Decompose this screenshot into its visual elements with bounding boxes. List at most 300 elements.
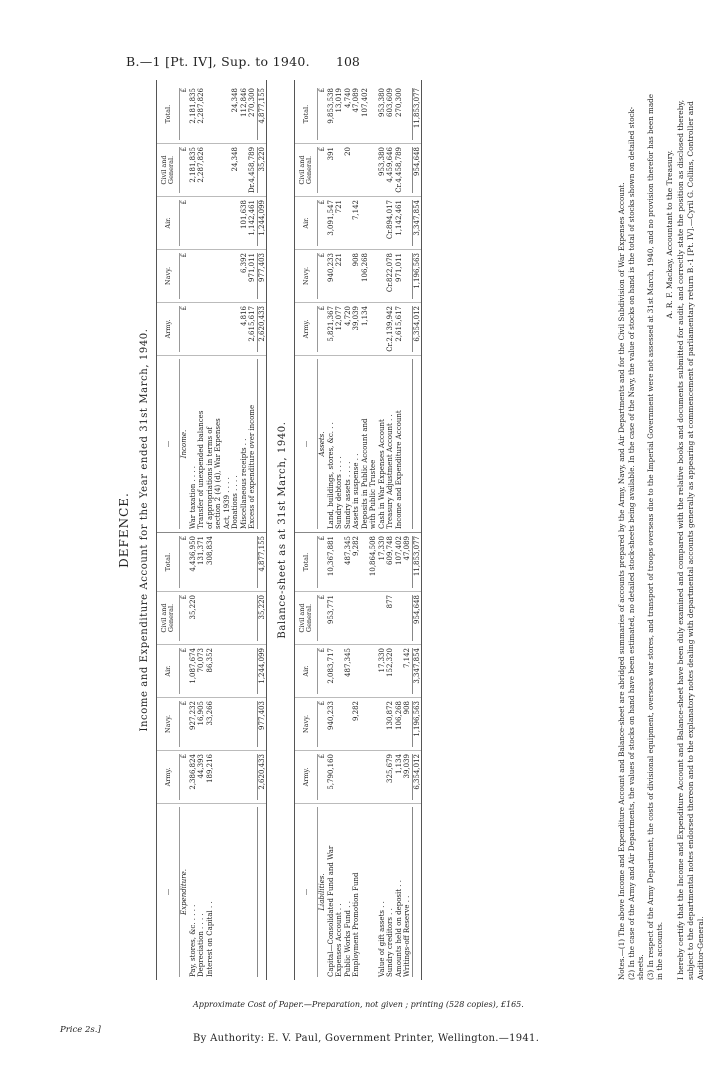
cell: 391 bbox=[326, 147, 335, 161]
cell bbox=[240, 754, 249, 800]
row-label: Depreciation . . . . bbox=[197, 913, 205, 977]
column-header: Total. bbox=[157, 88, 180, 140]
cell: 86,352 bbox=[205, 648, 214, 673]
rotated-content bbox=[117, 80, 705, 980]
cell bbox=[403, 200, 412, 246]
cell bbox=[335, 595, 344, 641]
column-header: Navy. bbox=[157, 253, 180, 299]
cell: 4,459,646 bbox=[386, 147, 394, 183]
cell bbox=[248, 701, 257, 747]
cell: 4,436,950 bbox=[188, 536, 197, 572]
cell: 1,134 bbox=[394, 754, 403, 775]
cell bbox=[223, 595, 232, 641]
total-label bbox=[257, 807, 267, 977]
cell: 953,380 bbox=[377, 147, 386, 176]
cell: 35,220 bbox=[188, 595, 197, 620]
cell: £ bbox=[318, 701, 326, 706]
cell: 10,864,508 bbox=[369, 536, 377, 577]
cell: 908 bbox=[352, 253, 360, 267]
cell bbox=[214, 701, 223, 747]
cell bbox=[197, 595, 206, 641]
cell bbox=[223, 200, 232, 246]
cell bbox=[369, 253, 378, 299]
cell bbox=[214, 648, 223, 694]
cell: £ bbox=[180, 253, 188, 258]
cell: 1,142,461 bbox=[394, 200, 403, 236]
cell: 1,142,461 bbox=[248, 200, 256, 236]
column-header: Air. bbox=[157, 648, 180, 694]
cell: £ bbox=[180, 754, 188, 759]
cell: 39,039 bbox=[352, 306, 360, 331]
cell bbox=[344, 754, 353, 800]
left-side bbox=[157, 532, 266, 980]
column-header: Civil and General. bbox=[295, 147, 318, 193]
total-cell: 3,347,854 bbox=[412, 200, 422, 246]
cell: Cr.2,139,942 bbox=[386, 306, 394, 352]
cell: 13,019 bbox=[335, 88, 343, 113]
cell: 940,233 bbox=[326, 701, 335, 730]
column-header: Army. bbox=[295, 754, 318, 800]
column-header: Air. bbox=[295, 200, 318, 246]
total-cell: 2,620,433 bbox=[257, 754, 267, 800]
label-column bbox=[157, 803, 266, 980]
cell: 20 bbox=[343, 147, 352, 156]
total-cell: 35,220 bbox=[257, 595, 267, 641]
total-cell: 954,648 bbox=[412, 147, 422, 193]
cell bbox=[214, 595, 223, 641]
total-cell: 954,648 bbox=[412, 595, 422, 641]
cell bbox=[361, 701, 370, 747]
cell: Dr.4,458,789 bbox=[248, 146, 256, 193]
col-navy bbox=[295, 697, 421, 750]
cell: 9,282 bbox=[352, 701, 360, 722]
cell bbox=[189, 200, 198, 246]
cell bbox=[248, 648, 257, 694]
row-label: Cash in War Expenses Account bbox=[377, 419, 386, 529]
cell bbox=[352, 595, 361, 641]
total-cell: 6,354,012 bbox=[412, 754, 422, 800]
col-civil-and-general bbox=[295, 143, 421, 196]
label-header: — bbox=[295, 359, 318, 529]
cell bbox=[240, 595, 249, 641]
row-label: Transfer of unexpended balances bbox=[197, 410, 205, 529]
cell: 4,720 bbox=[343, 306, 352, 327]
cell bbox=[378, 701, 387, 747]
defence-heading: DEFENCE. bbox=[117, 492, 131, 568]
cell: Cr.822,078 bbox=[386, 253, 394, 293]
cell: 7,142 bbox=[352, 200, 360, 221]
cell: 877 bbox=[386, 595, 394, 609]
label-header: — bbox=[295, 807, 318, 977]
cell: 130,872 bbox=[386, 701, 394, 730]
row-label bbox=[223, 807, 232, 977]
cell: £ bbox=[318, 648, 326, 653]
cell bbox=[403, 253, 412, 299]
total-cell: 1,244,099 bbox=[257, 200, 267, 246]
cell: 487,345 bbox=[343, 536, 352, 565]
row-label: Income and Expenditure Account bbox=[394, 410, 403, 529]
row-label: Expenses Account . . bbox=[335, 903, 343, 977]
row-label: Assets in suspense . . bbox=[352, 453, 360, 529]
col-army bbox=[295, 302, 421, 355]
cell: 106,268 bbox=[360, 253, 369, 282]
row-label: Pay, stores, &c. . . . . bbox=[188, 904, 197, 977]
cell: 2,287,826 bbox=[197, 88, 205, 124]
cell: 107,402 bbox=[360, 88, 369, 117]
cell: 2,386,824 bbox=[188, 754, 197, 790]
column-header: Civil and General. bbox=[157, 147, 180, 193]
cell bbox=[189, 253, 198, 299]
cell: 9,853,538 bbox=[326, 88, 335, 124]
cell bbox=[206, 253, 215, 299]
cell: 2,287,826 bbox=[197, 147, 205, 183]
cell: 221 bbox=[335, 253, 343, 267]
row-label bbox=[240, 807, 249, 977]
cell bbox=[344, 200, 353, 246]
cell bbox=[206, 595, 215, 641]
cell: 107,402 bbox=[394, 536, 403, 565]
cell bbox=[189, 306, 198, 352]
col-air bbox=[157, 196, 266, 249]
running-header: B.—1 [Pt. IV], Sup. to 1940. bbox=[126, 54, 310, 69]
total-cell: 977,403 bbox=[257, 253, 267, 299]
cell: 9,282 bbox=[352, 536, 360, 557]
cell: 940,233 bbox=[326, 253, 335, 282]
cell: 971,011 bbox=[394, 253, 403, 282]
cell bbox=[378, 595, 387, 641]
section-label: Income. bbox=[180, 429, 188, 459]
cell bbox=[352, 648, 361, 694]
cell bbox=[352, 754, 361, 800]
cell bbox=[378, 754, 387, 800]
cell bbox=[378, 253, 387, 299]
cell: £ bbox=[180, 200, 188, 205]
column-header: Army. bbox=[157, 754, 180, 800]
row-label: Capital—Consolidated Fund and War bbox=[326, 845, 335, 977]
column-header: Army. bbox=[295, 306, 318, 352]
total-cell: 977,403 bbox=[257, 701, 267, 747]
total-cell: 2,620,433 bbox=[257, 306, 267, 352]
page-number: 108 bbox=[336, 54, 360, 69]
total-label bbox=[412, 359, 422, 529]
cell bbox=[206, 306, 215, 352]
col-civil-and-general bbox=[295, 591, 421, 644]
cell: 2,181,835 bbox=[188, 88, 197, 124]
cell bbox=[361, 595, 370, 641]
cell: 721 bbox=[335, 200, 343, 214]
label-column bbox=[295, 355, 421, 532]
cell bbox=[223, 147, 232, 193]
cell bbox=[248, 754, 257, 800]
cell bbox=[206, 88, 215, 140]
cell bbox=[369, 701, 378, 747]
cell bbox=[352, 147, 361, 193]
row-label bbox=[231, 807, 240, 977]
cell bbox=[214, 253, 223, 299]
price: Price 2s.] bbox=[60, 1025, 101, 1035]
row-label bbox=[248, 807, 257, 977]
cell bbox=[214, 200, 223, 246]
cell: £ bbox=[318, 754, 326, 759]
column-header: Civil and General. bbox=[295, 595, 318, 641]
income-expenditure-title: Income and Expenditure Account for the Year ended 31st March, 1940. bbox=[139, 328, 150, 732]
col-total bbox=[157, 533, 266, 591]
cell: 3,091,547 bbox=[326, 200, 335, 236]
cell bbox=[240, 701, 249, 747]
row-label: Land, buildings, stores, &c. . . bbox=[326, 422, 335, 529]
cell bbox=[378, 200, 387, 246]
total-label bbox=[412, 807, 422, 977]
cell: 189,216 bbox=[205, 754, 214, 783]
cell bbox=[231, 595, 240, 641]
cell: 33,266 bbox=[205, 701, 214, 726]
cell: 2,181,835 bbox=[188, 147, 197, 183]
col-army bbox=[157, 750, 266, 803]
row-label: Value of gift assets . . bbox=[377, 901, 386, 977]
cell bbox=[361, 754, 370, 800]
cell: 953,380 bbox=[377, 88, 386, 117]
cell bbox=[197, 253, 206, 299]
cell: £ bbox=[318, 200, 326, 205]
cell: Cr.4,458,789 bbox=[394, 147, 403, 193]
cell bbox=[335, 147, 344, 193]
total-cell: 4,877,155 bbox=[257, 88, 267, 140]
cell bbox=[248, 595, 257, 641]
cell bbox=[344, 595, 353, 641]
cell bbox=[403, 88, 412, 140]
cell bbox=[369, 306, 378, 352]
row-label: with Public Trustee bbox=[369, 459, 377, 529]
cell bbox=[223, 253, 232, 299]
cell bbox=[214, 536, 223, 588]
right-side bbox=[295, 85, 421, 532]
income-expenditure-table bbox=[156, 80, 267, 980]
col-army bbox=[157, 302, 266, 355]
row-label: Sundry creditors . . bbox=[386, 908, 394, 977]
cost-of-paper: Approximate Cost of Paper.—Preparation, not given ; printing (528 copies), £165. bbox=[193, 1000, 524, 1009]
cell: £ bbox=[318, 536, 326, 541]
row-label: Miscellaneous receipts . . bbox=[239, 438, 248, 529]
cell: 5,790,160 bbox=[326, 754, 335, 790]
col-navy bbox=[295, 249, 421, 302]
total-cell: 6,354,012 bbox=[412, 306, 422, 352]
cell: 47,089 bbox=[403, 536, 411, 561]
cell: £ bbox=[318, 306, 326, 311]
row-label: Employment Promotion Fund bbox=[352, 872, 360, 977]
cell: 12,077 bbox=[335, 306, 343, 331]
cell bbox=[206, 200, 215, 246]
cell bbox=[369, 200, 378, 246]
total-cell: 11,853,077 bbox=[412, 88, 422, 140]
cell bbox=[240, 648, 249, 694]
total-cell: 11,853,077 bbox=[412, 536, 422, 588]
printer-authority: By Authority: E. V. Paul, Government Printer, Wellington.—1941. bbox=[193, 1033, 540, 1044]
cell bbox=[395, 595, 404, 641]
cell bbox=[206, 147, 215, 193]
cell bbox=[231, 648, 240, 694]
cell bbox=[335, 701, 344, 747]
cell bbox=[223, 88, 232, 140]
cell: £ bbox=[180, 648, 188, 653]
note-1: Notes.—(1) The above Income and Expenditure Account and Balance-sheet are abridged summaries of accounts prepared by the Army, Navy, and Air Departments and for the Civil Subdivision of War Expenses Account. bbox=[617, 182, 626, 980]
cell bbox=[214, 88, 223, 140]
cell bbox=[369, 88, 378, 140]
cell: 106,268 bbox=[394, 701, 403, 730]
cell bbox=[361, 200, 370, 246]
cell: 2,615,617 bbox=[394, 306, 403, 342]
row-label: Writings-off Reserve . . bbox=[403, 895, 411, 977]
row-label bbox=[214, 807, 223, 977]
cell: 609,748 bbox=[386, 536, 394, 565]
column-header: Air. bbox=[295, 648, 318, 694]
cell: 131,371 bbox=[197, 536, 205, 565]
cell bbox=[378, 306, 387, 352]
cell bbox=[335, 536, 344, 588]
note-3: (3) In respect of the Army Department, the costs of divisional equipment, overseas war stores, and transport of troops overseas due to the Imperial Government were not assessed at 31st March, 1940, and no provision therefor has been made in the accounts. bbox=[645, 94, 664, 980]
balance-sheet-title: Balance-sheet as at 31st March, 1940. bbox=[277, 421, 288, 639]
cell: £ bbox=[180, 536, 188, 541]
col-air bbox=[157, 644, 266, 697]
cell bbox=[214, 306, 223, 352]
cell bbox=[197, 200, 206, 246]
row-label: Excess of expenditure over income bbox=[248, 404, 256, 529]
cell: 112,846 bbox=[239, 88, 248, 117]
cell bbox=[231, 536, 240, 588]
total-cell: 35,220 bbox=[257, 147, 267, 193]
cell: 908 bbox=[403, 701, 411, 715]
row-label: Interest on Capital . . bbox=[205, 901, 214, 977]
left-side bbox=[295, 532, 421, 980]
cell: 5,821,367 bbox=[326, 306, 335, 342]
column-header: Army. bbox=[157, 306, 180, 352]
col-navy bbox=[157, 697, 266, 750]
cell: 2,083,717 bbox=[326, 648, 335, 684]
cell: 70,073 bbox=[197, 648, 205, 673]
label-column bbox=[295, 803, 421, 980]
cell: 39,039 bbox=[403, 754, 411, 779]
cell bbox=[223, 536, 232, 588]
cell: 17,330 bbox=[377, 536, 386, 561]
col-army bbox=[295, 750, 421, 803]
cell bbox=[335, 754, 344, 800]
cell bbox=[369, 147, 378, 193]
cell bbox=[403, 147, 412, 193]
cell: 1,087,674 bbox=[188, 648, 197, 684]
column-header: Total. bbox=[157, 536, 180, 588]
label-header: — bbox=[157, 359, 180, 529]
cell: 6,392 bbox=[239, 253, 248, 274]
col-total bbox=[157, 85, 266, 143]
total-cell: 3,347,854 bbox=[412, 648, 422, 694]
cell: £ bbox=[180, 147, 188, 152]
cell: 927,232 bbox=[188, 701, 197, 730]
cell bbox=[223, 306, 232, 352]
row-label bbox=[403, 359, 412, 529]
cell: £ bbox=[180, 595, 188, 600]
row-label: Act, 1939 . . . . bbox=[222, 477, 231, 529]
row-label: Amounts held on deposit . . bbox=[394, 880, 403, 977]
cell: 325,679 bbox=[386, 754, 394, 783]
row-label: Sundry assets . . . . bbox=[343, 461, 352, 529]
cell bbox=[344, 253, 353, 299]
cell bbox=[369, 754, 378, 800]
cell bbox=[214, 147, 223, 193]
col-total bbox=[295, 533, 421, 591]
column-header: Navy. bbox=[157, 701, 180, 747]
row-label: Donations . . . . bbox=[231, 475, 239, 529]
cell bbox=[369, 595, 378, 641]
cell: £ bbox=[318, 253, 326, 258]
cell: 270,300 bbox=[394, 88, 403, 117]
label-header: — bbox=[157, 807, 180, 977]
cell bbox=[248, 536, 257, 588]
cell bbox=[361, 147, 370, 193]
row-label: Deposits in Public Account and bbox=[360, 418, 369, 529]
accountant-signature: A. R. F. Mackay, Accountant to the Treasury. bbox=[664, 150, 674, 319]
cell bbox=[395, 648, 404, 694]
cell: £ bbox=[180, 701, 188, 706]
cell bbox=[240, 147, 249, 193]
balance-sheet-table bbox=[294, 80, 422, 980]
cell bbox=[223, 701, 232, 747]
cell: 101,638 bbox=[239, 200, 248, 229]
cell bbox=[231, 306, 240, 352]
row-label: Public Works Fund . . bbox=[343, 901, 352, 977]
row-label: of appropriations in terms of bbox=[205, 426, 214, 529]
row-label bbox=[361, 807, 370, 977]
column-header: Total. bbox=[295, 88, 318, 140]
cell: £ bbox=[318, 147, 326, 152]
cell bbox=[369, 648, 378, 694]
cell: 10,367,881 bbox=[326, 536, 335, 577]
row-label: Sundry debtors . . . . bbox=[335, 456, 343, 529]
cell: 17,330 bbox=[377, 648, 386, 673]
cell: 270,300 bbox=[248, 88, 256, 117]
column-header: Civil and General. bbox=[157, 595, 180, 641]
col-civil-and-general bbox=[157, 143, 266, 196]
cell: 4,816 bbox=[239, 306, 248, 327]
cell bbox=[403, 306, 412, 352]
cell bbox=[231, 701, 240, 747]
right-side bbox=[157, 85, 266, 532]
cell: Cr.894,017 bbox=[386, 200, 394, 240]
total-cell: 1,196,563 bbox=[412, 253, 422, 299]
section-label: Liabilities. bbox=[318, 873, 326, 911]
audit-certificate: I hereby certify that the Income and Expenditure Account and Balance-sheet have been duly examined and compared with the relative books and documents submitted for audit, and correctly state the position as disclosed thereby, subject to the departmental notes endorsed thereon and to the explanatory notes dealing with departmental accounts generally as appearing at commencement of parliamentary return B.-1 [Pt. IV].—Cyril G. Collins, Controller and Auditor-General. bbox=[676, 99, 705, 980]
cell: 953,771 bbox=[326, 595, 335, 624]
note-2: (2) In the case of the Army and Air Departments, the values of stocks on hand have been estimated, no detailed stock-sheets being available. In the case of the Navy, the value of stocks on hand is the total of stocks shown on detailed stock-sheets. bbox=[626, 106, 645, 980]
col-air bbox=[295, 196, 421, 249]
cell: 4,740 bbox=[343, 88, 352, 109]
notes-block bbox=[617, 90, 706, 980]
cell: 16,905 bbox=[197, 701, 205, 726]
cell: 971,011 bbox=[248, 253, 256, 282]
cell: 44,393 bbox=[197, 754, 205, 779]
section-label: Assets. bbox=[318, 431, 326, 457]
row-label bbox=[369, 807, 378, 977]
cell bbox=[223, 648, 232, 694]
total-label bbox=[257, 359, 267, 529]
cell bbox=[231, 754, 240, 800]
cell bbox=[403, 595, 412, 641]
cell bbox=[361, 648, 370, 694]
cell bbox=[231, 200, 240, 246]
cell: 603,609 bbox=[386, 88, 394, 117]
cell bbox=[240, 536, 249, 588]
label-column bbox=[157, 355, 266, 532]
cell: 152,320 bbox=[386, 648, 394, 677]
row-label: War taxation . . . . bbox=[188, 465, 197, 529]
